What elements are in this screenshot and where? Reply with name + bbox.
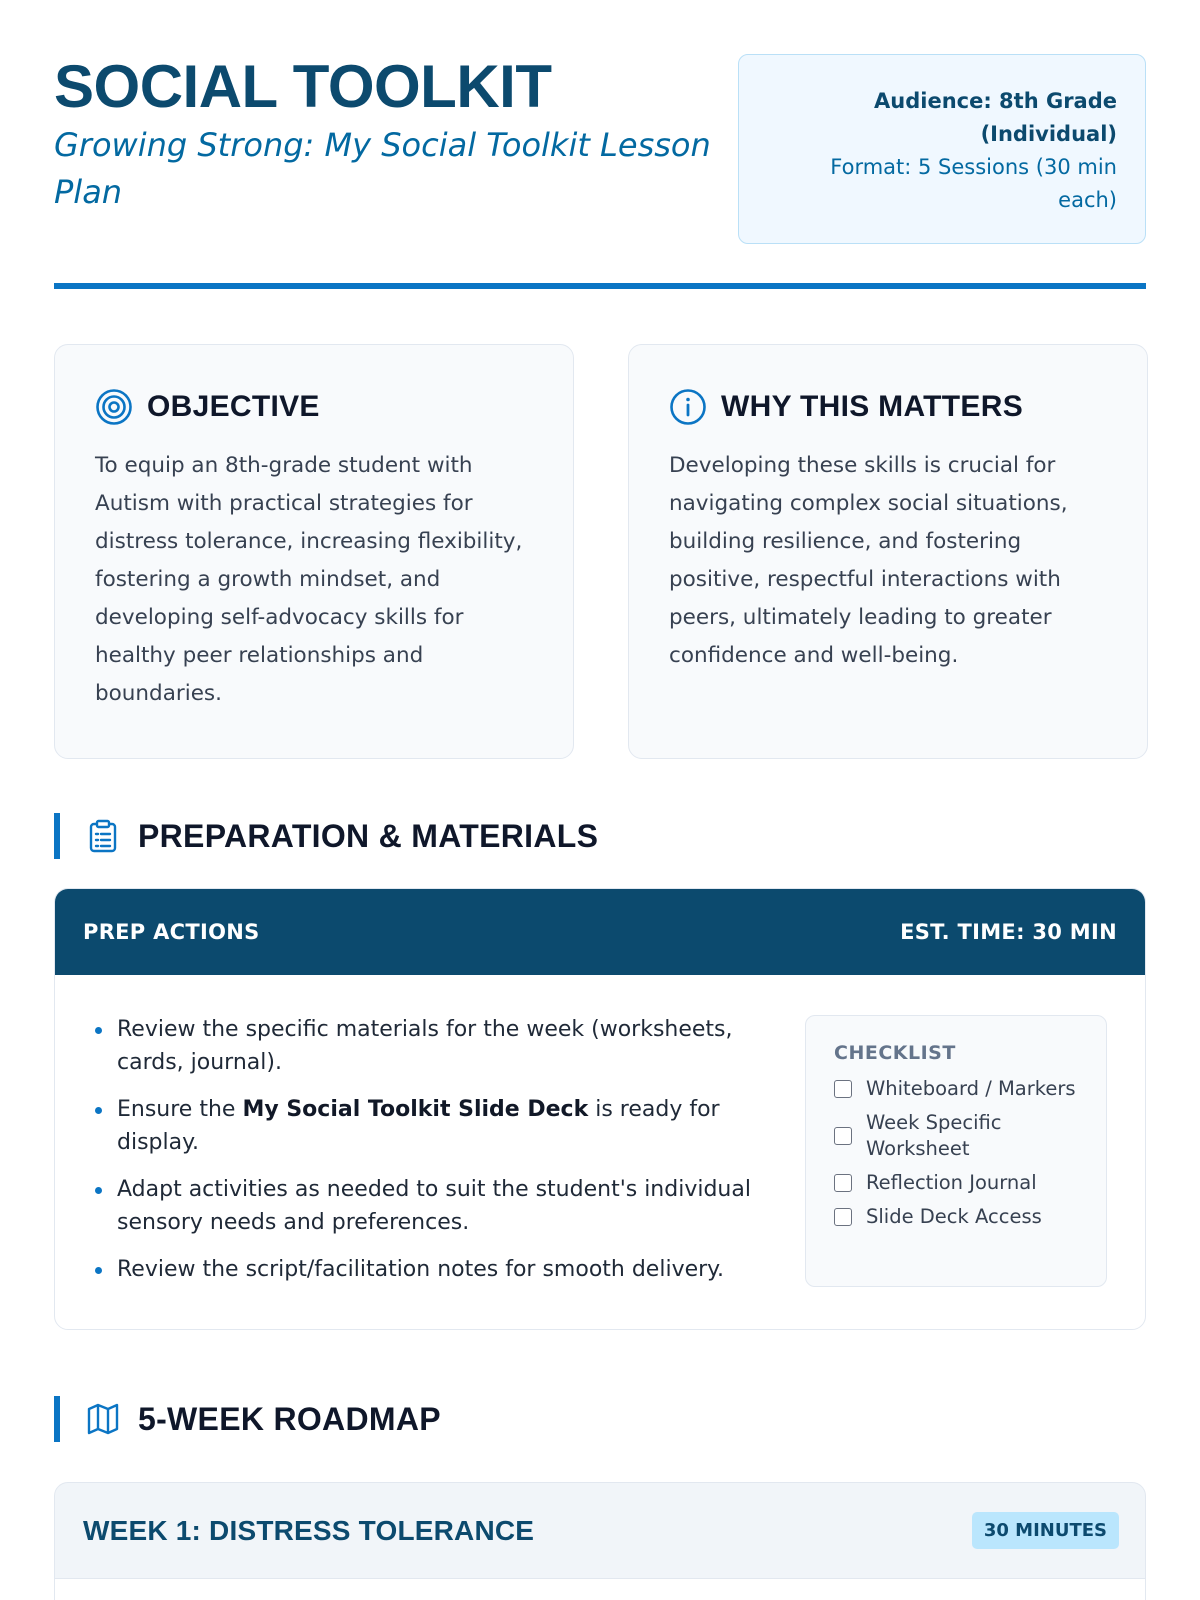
target-icon xyxy=(95,388,133,426)
why-body: Developing these skills is crucial for navigating complex social situations, building resilience, and fostering positive, respectful interactions with peers, ultimately leading to greater confidence and well-being. xyxy=(669,453,1068,668)
section-accent-bar xyxy=(54,813,60,859)
week-card-header xyxy=(55,1483,1145,1579)
meta-info-box xyxy=(738,54,1146,244)
checklist-item-label: Week Specific Worksheet xyxy=(866,1111,1002,1160)
prep-action-text: Adapt activities as needed to suit the student's individual sensory needs and preferences. xyxy=(117,1177,751,1235)
checkbox[interactable] xyxy=(834,1127,852,1145)
est-time-label: EST. TIME: 30 MIN xyxy=(900,920,1117,944)
list-item xyxy=(95,1253,755,1286)
checklist-item[interactable] xyxy=(834,1170,1078,1196)
header-divider xyxy=(54,283,1146,289)
map-icon xyxy=(86,1402,120,1436)
duration-badge: 30 MINUTES xyxy=(972,1512,1119,1549)
checklist-item-label: Reflection Journal xyxy=(866,1171,1037,1194)
prep-actions-label: PREP ACTIONS xyxy=(83,920,260,944)
why-card-header xyxy=(669,385,1107,429)
checklist-item[interactable] xyxy=(834,1204,1078,1230)
checklist-item-label: Whiteboard / Markers xyxy=(866,1077,1076,1100)
audience-text: Audience: 8th Grade (Individual) xyxy=(874,89,1117,146)
week-title: WEEK 1: DISTRESS TOLERANCE xyxy=(83,1514,535,1546)
info-icon xyxy=(669,388,707,426)
roadmap-section-heading xyxy=(54,1395,441,1443)
list-item xyxy=(95,1093,755,1159)
page-header xyxy=(54,0,1146,290)
prep-action-text: Review the script/facilitation notes for smooth delivery. xyxy=(117,1257,725,1282)
format-text: Format: 5 Sessions (30 min each) xyxy=(830,155,1117,212)
checklist-item[interactable] xyxy=(834,1076,1078,1102)
list-item xyxy=(95,1013,755,1079)
prep-panel-header xyxy=(55,889,1145,975)
checkbox[interactable] xyxy=(834,1174,852,1192)
why-card xyxy=(628,344,1148,759)
checkbox[interactable] xyxy=(834,1208,852,1226)
objective-card xyxy=(54,344,574,759)
roadmap-section-title: 5-WEEK ROADMAP xyxy=(138,1400,441,1437)
objective-card-header xyxy=(95,385,533,429)
checklist-title: CHECKLIST xyxy=(834,1042,956,1064)
checklist-item-label: Slide Deck Access xyxy=(866,1205,1042,1228)
objective-body: To equip an 8th-grade student with Autism with practical strategies for distress tolerance, increasing flexibility, fostering a growth mindset, and developing self-advocacy skills for healthy peer relationships and boundaries. xyxy=(95,453,523,706)
list-item xyxy=(95,1173,755,1239)
checkbox[interactable] xyxy=(834,1080,852,1098)
clipboard-icon xyxy=(86,819,120,853)
why-title: WHY THIS MATTERS xyxy=(721,390,1024,423)
objective-title: OBJECTIVE xyxy=(147,390,320,423)
prep-action-text-post: is ready for display. xyxy=(117,1097,720,1155)
prep-actions-list xyxy=(95,1013,755,1300)
prep-panel xyxy=(54,888,1146,1330)
lesson-plan-page xyxy=(54,0,1146,1546)
prep-section-heading xyxy=(54,812,598,860)
week-card-body xyxy=(55,1579,1145,1600)
prep-section-title: PREPARATION & MATERIALS xyxy=(138,817,599,854)
materials-checklist xyxy=(805,1015,1107,1287)
page-title: SOCIAL TOOLKIT xyxy=(54,53,552,120)
checklist-item[interactable] xyxy=(834,1110,1078,1162)
prep-action-text: Review the specific materials for the week (worksheets, cards, journal). xyxy=(117,1017,733,1075)
slide-deck-name: My Social Toolkit Slide Deck xyxy=(242,1097,589,1122)
page-subtitle: Growing Strong: My Social Toolkit Lesson Plan xyxy=(54,126,711,211)
prep-action-text-pre: Ensure the xyxy=(117,1097,243,1122)
section-accent-bar xyxy=(54,1396,60,1442)
week-card xyxy=(54,1482,1146,1600)
